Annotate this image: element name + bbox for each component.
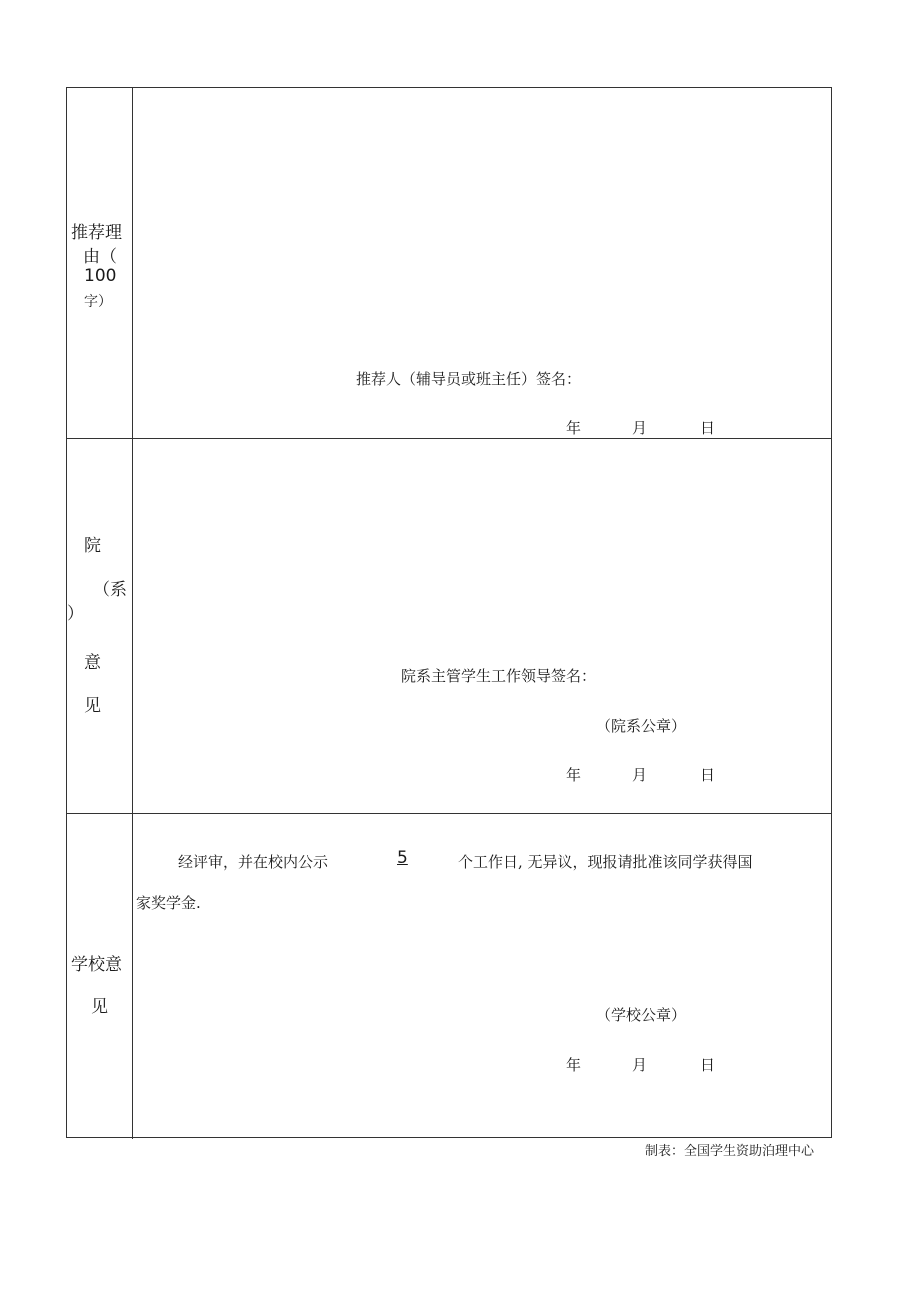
recommend-date-day: 日 — [700, 419, 716, 437]
department-label-line3: ） — [67, 604, 84, 624]
department-row — [67, 439, 831, 814]
recommend-label-line4: 字） — [84, 294, 112, 310]
school-label-line2: 见 — [91, 997, 108, 1017]
department-label-line5: 见 — [84, 696, 101, 716]
recommend-row — [67, 88, 831, 439]
department-label-line4: 意 — [84, 653, 101, 673]
department-label-cell — [67, 439, 133, 813]
school-statement-text: 经评审，并在校内公示 — [178, 853, 329, 871]
school-label-line1: 学校意 — [71, 955, 122, 975]
school-seal-label: （学校公章） — [596, 1006, 687, 1024]
recommend-label-line1: 推荐理 — [71, 223, 122, 243]
school-statement-continued: 个工作日, 无异议，现报请批准该同学获得国 — [458, 853, 753, 871]
publicity-days-value: 5 — [397, 848, 408, 868]
recommend-date-month: 月 — [632, 419, 648, 437]
department-seal-label: （院系公章） — [596, 717, 687, 735]
department-label-line1: 院 — [84, 536, 101, 556]
school-statement-line2: 家奖学金. — [136, 894, 201, 912]
department-date-year: 年 — [566, 766, 582, 784]
department-label-line2: （系 — [93, 580, 127, 600]
recommend-label-cell — [67, 88, 133, 438]
department-leader-signature-label: 院系主管学生工作领导签名： — [401, 667, 597, 685]
school-label-cell — [67, 814, 133, 1139]
recommend-date-year: 年 — [566, 419, 582, 437]
department-date-month: 月 — [632, 766, 648, 784]
school-row — [67, 814, 831, 1139]
form-footer-note: 制表：全国学生资助泊理中心 — [644, 1144, 814, 1159]
school-date-month: 月 — [632, 1056, 648, 1074]
recommend-label-line3: 100 — [84, 266, 117, 286]
school-date-day: 日 — [700, 1056, 716, 1074]
recommender-signature-label: 推荐人（辅导员或班主任）签名： — [356, 370, 582, 388]
award-form-table — [66, 87, 832, 1138]
department-date-day: 日 — [700, 766, 716, 784]
school-date-year: 年 — [566, 1056, 582, 1074]
recommend-label-line2: 由（ — [83, 247, 117, 267]
